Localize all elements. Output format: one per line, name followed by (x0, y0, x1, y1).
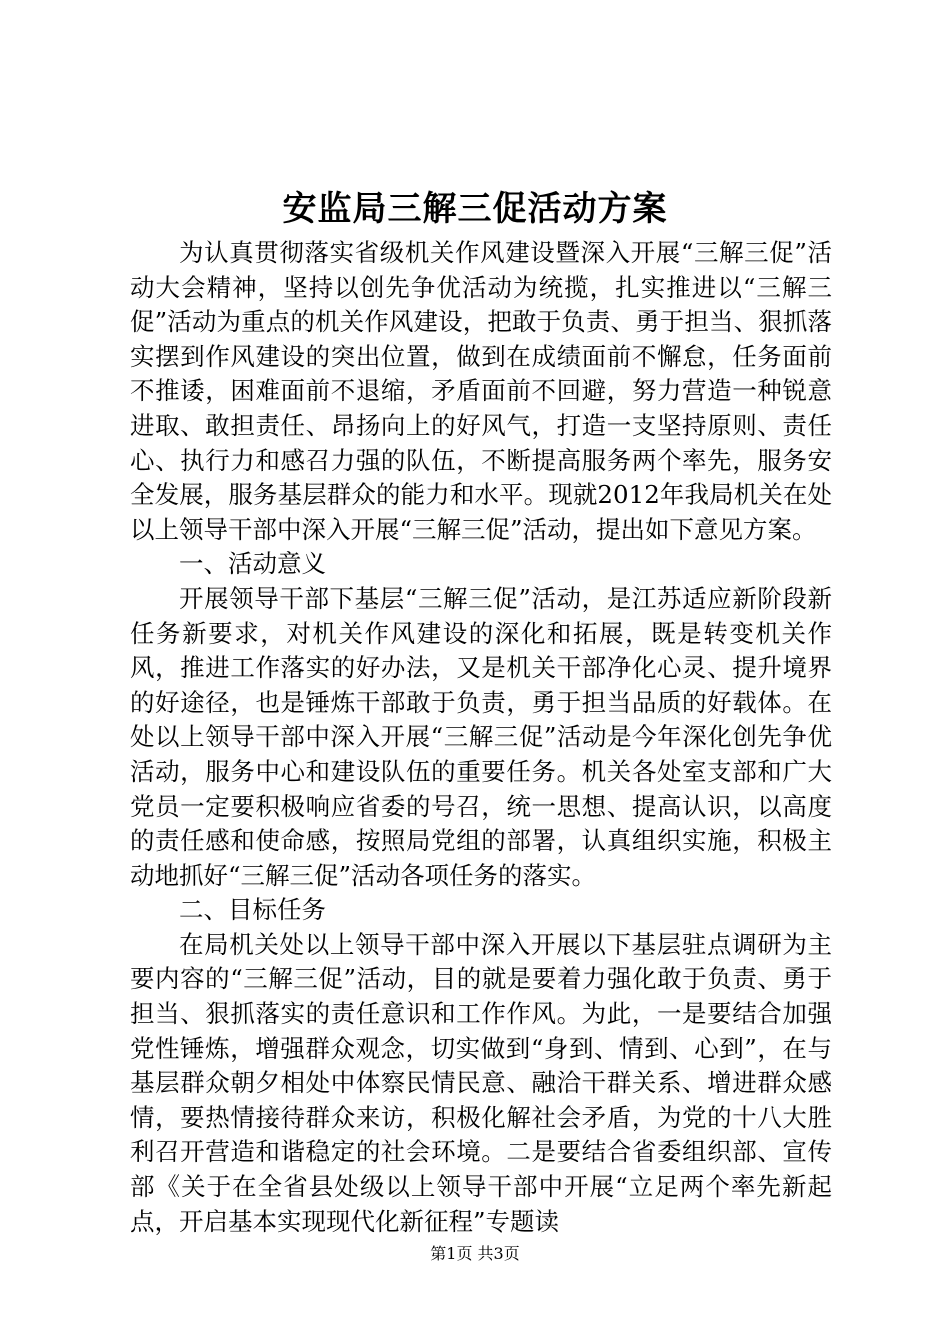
intro-paragraph: 为认真贯彻落实省级机关作风建设暨深入开展“三解三促”活动大会精神，坚持以创先争优活动为统揽，扎实推进以“三解三促”活动为重点的机关作风建设，把敢于负责、勇于担当、狠抓落实摆到作风建设的突出位置，做到在成绩面前不懈怠，任务面前不推诿，困难面前不退缩，矛盾面前不回避，努力营造一种锐意进取、敢担责任、昂扬向上的好风气，打造一支坚持原则、责任心、执行力和感召力强的队伍，不断提高服务两个率先，服务安全发展，服务基层群众的能力和水平。现就2012年我局机关在处以上领导干部中深入开展“三解三促”活动，提出如下意见方案。 (130, 238, 832, 544)
page-number-footer: 第1页 共3页 (430, 1244, 520, 1263)
goals-paragraph: 在局机关处以上领导干部中深入开展以下基层驻点调研为主要内容的“三解三促”活动，目的就是要着力强化敢于负责、勇于担当、狠抓落实的责任意识和工作作风。为此，一是要结合加强党性锤炼，增强群众观念，切实做到“身到、情到、心到”，在与基层群众朝夕相处中体察民情民意、融洽干群关系、增进群众感情，要热情接待群众来访，积极化解社会矛盾，为党的十八大胜利召开营造和谐稳定的社会环境。二是要结合省委组织部、宣传部《关于在全省县处级以上领导干部中开展“立足两个率先新起点，开启基本实现现代化新征程”专题读 (130, 929, 832, 1236)
section-heading-significance: 一、活动意义 (179, 549, 326, 579)
significance-paragraph: 开展领导干部下基层“三解三促”活动，是江苏适应新阶段新任务新要求，对机关作风建设的深化和拓展，既是转变机关作风，推进工作落实的好办法，又是机关干部净化心灵、提升境界的好途径，也是锤炼干部敢于负责，勇于担当品质的好载体。在处以上领导干部中深入开展“三解三促”活动是今年深化创先争优活动，服务中心和建设队伍的重要任务。机关各处室支部和广大党员一定要积极响应省委的号召，统一思想、提高认识，以高度的责任感和使命感，按照局党组的部署，认真组织实施，积极主动地抓好“三解三促”活动各项任务的落实。 (130, 583, 832, 890)
document-title: 安监局三解三促活动方案 (282, 189, 668, 229)
section-heading-goals: 二、目标任务 (179, 895, 326, 925)
document-body (130, 236, 832, 1239)
